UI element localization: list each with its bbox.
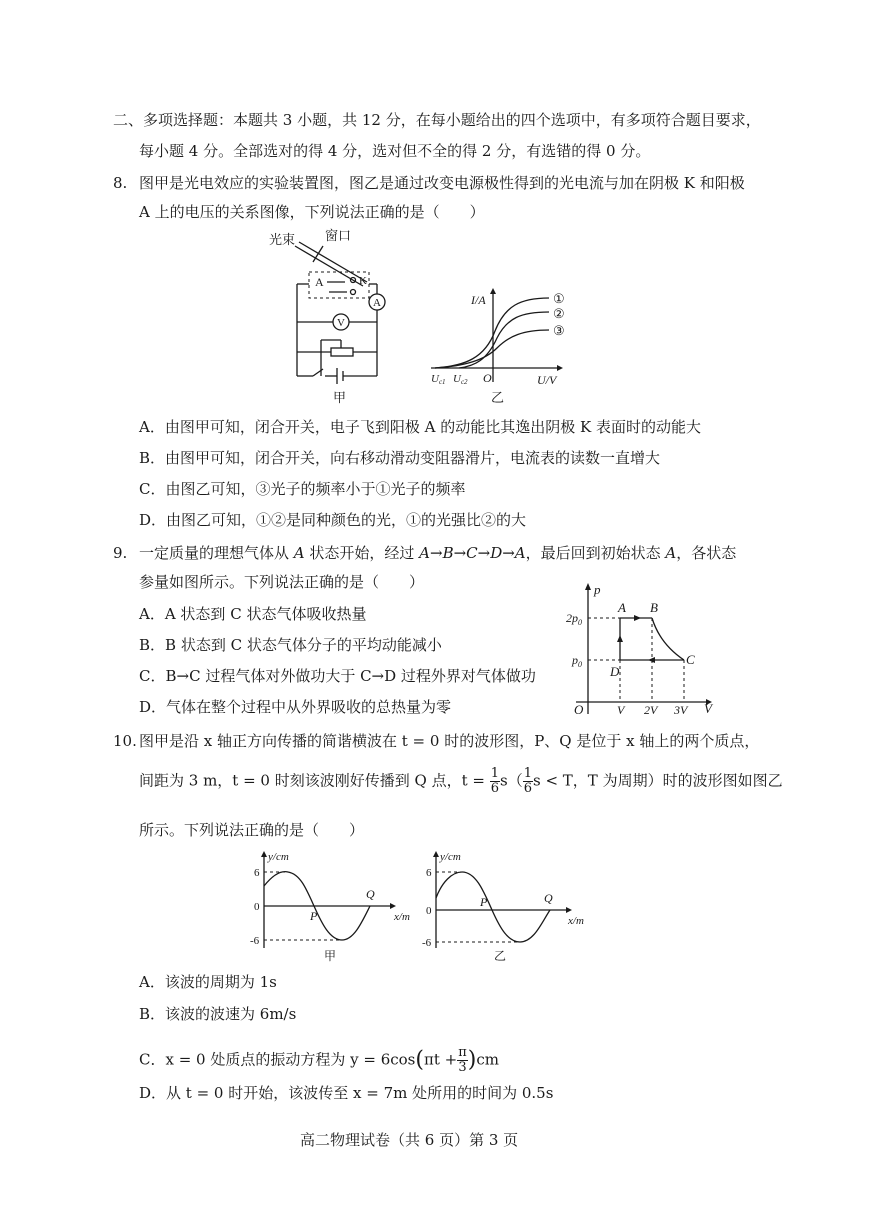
y-pos-label: 6	[426, 867, 432, 879]
q10-option-a: A．该波的周期为 1s	[139, 973, 277, 991]
path-b-c	[652, 618, 684, 660]
fig-yi-caption: 乙	[491, 390, 505, 405]
q8-option-b: B．由图甲可知，闭合开关，向右移动滑动变阻器滑片，电流表的读数一直增大	[139, 449, 661, 467]
q10-option-d: D．从 t = 0 时开始，该波传至 x = 7m 处所用的时间为 0.5s	[139, 1084, 554, 1102]
state-d-label: D	[610, 664, 620, 679]
tick-3v: 3V	[674, 703, 688, 717]
state-b-label: B	[650, 600, 658, 615]
q8-stem-line2: A 上的电压的关系图像，下列说法正确的是（ ）	[139, 203, 485, 221]
y-zero-label: 0	[426, 905, 432, 917]
label-beam: 光束	[269, 232, 296, 247]
wave-jia-caption: 甲	[324, 949, 337, 963]
i-axis-label: I/A	[471, 293, 486, 307]
q9-option-d: D．气体在整个过程中从外界吸收的总热量为零	[139, 698, 452, 716]
point-p-label: P	[310, 909, 318, 923]
q9-option-a: A．A 状态到 C 状态气体吸收热量	[139, 605, 367, 623]
p-axis-label: p	[594, 582, 601, 597]
page-footer: 高二物理试卷（共 6 页）第 3 页	[300, 1131, 519, 1149]
origin-label: O	[483, 371, 492, 385]
q9-pv-graph	[560, 580, 730, 720]
y-axis-label: y/cm	[440, 851, 461, 863]
q10-option-c: C．x = 0 处质点的振动方程为 y = 6cos(πt + $\frac{\pi}{3}$ )cm	[139, 1045, 499, 1075]
electrode-k-label: K	[359, 275, 367, 287]
y-axis-label: y/cm	[268, 851, 289, 863]
point-q-label: Q	[366, 887, 375, 901]
q10-stem-line3: 所示。下列说法正确的是（ ）	[139, 821, 365, 839]
origin-label: O	[574, 702, 584, 717]
tick-2p0: $2p_0$	[566, 611, 582, 627]
curve-3-label: ③	[553, 323, 565, 338]
q8-option-d: D．由图乙可知，①②是同种颜色的光，①的光强比②的大	[139, 511, 527, 529]
state-a-label: A	[618, 600, 626, 615]
tick-v: V	[617, 703, 625, 717]
q10-wave-yi	[420, 848, 590, 964]
point-q-label: Q	[544, 891, 553, 905]
q8-figure-jia	[265, 226, 415, 406]
v-axis-label: V	[704, 701, 712, 716]
state-c-label: C	[686, 652, 695, 667]
y-pos-label: 6	[254, 867, 260, 879]
q9-option-c: C．B→C 过程气体对外做功大于 C→D 过程外界对气体做功	[139, 667, 536, 685]
curve-1	[435, 298, 549, 368]
tick-2v: 2V	[644, 703, 658, 717]
q8-option-c: C．由图乙可知，③光子的频率小于①光子的频率	[139, 480, 466, 498]
u-axis-label: U/V	[537, 373, 557, 387]
curve-3	[435, 330, 549, 368]
y-neg-label: -6	[422, 937, 432, 949]
q10-stem-line1: 图甲是沿 x 轴正方向传播的简谐横波在 t = 0 时的波形图，P、Q 是位于 x 轴上的两个质点，	[139, 732, 760, 750]
curve-2-label: ②	[553, 306, 565, 321]
q8-number: 8.	[113, 174, 128, 192]
tick-p0: $p_0$	[572, 653, 582, 669]
x-axis-label: x/m	[568, 915, 584, 927]
y-neg-label: -6	[250, 935, 260, 947]
ammeter-label: A	[373, 297, 381, 309]
wave-yi-caption: 乙	[494, 949, 507, 963]
label-window: 窗口	[325, 228, 352, 243]
q8-option-a: A．由图甲可知，闭合开关，电子飞到阳极 A 的动能比其逸出阴极 K 表面时的动能大	[139, 418, 701, 436]
q10-wave-jia	[248, 848, 418, 964]
q9-option-b: B．B 状态到 C 状态气体分子的平均动能减小	[139, 636, 442, 654]
q10-number: 10.	[113, 732, 137, 750]
q10-option-b: B．该波的波速为 6m/s	[139, 1005, 297, 1023]
waveform	[436, 872, 550, 942]
curve-1-label: ①	[553, 291, 565, 306]
rheostat	[331, 348, 353, 356]
fig-jia-caption: 甲	[333, 390, 347, 405]
q9-number: 9.	[113, 544, 128, 562]
voltmeter-label: V	[337, 317, 345, 329]
q8-figure-yi	[425, 286, 585, 406]
section-heading-line1: 二、多项选择题：本题共 3 小题，共 12 分，在每小题给出的四个选项中，有多项符合题目要求，	[113, 111, 761, 129]
q10-stem-line2: 间距为 3 m，t = 0 时刻该波刚好传播到 Q 点，t = $\frac{1}{6}$ s（ $\frac{1}{6}$ s < T，T 为周期）时的波形图如图乙	[139, 766, 783, 796]
x-axis-label: x/m	[394, 911, 410, 923]
section-heading-line2: 每小题 4 分。全部选对的得 4 分，选对但不全的得 2 分，有选错的得 0 分。	[139, 142, 651, 160]
q9-stem-line1: 一定质量的理想气体从 A 状态开始，经过 A→B→C→D→A，最后回到初始状态 A，各状态	[139, 544, 737, 562]
q8-stem-line1: 图甲是光电效应的实验装置图，图乙是通过改变电源极性得到的光电流与加在阴极 K 和阳极	[139, 174, 745, 192]
uc1-label: Uc1	[431, 373, 446, 386]
point-p-label: P	[480, 895, 488, 909]
electrode-a-label: A	[315, 275, 324, 289]
q9-stem-line2: 参量如图所示。下列说法正确的是（ ）	[139, 573, 425, 591]
y-zero-label: 0	[254, 901, 260, 913]
uc2-label: Uc2	[453, 373, 468, 386]
